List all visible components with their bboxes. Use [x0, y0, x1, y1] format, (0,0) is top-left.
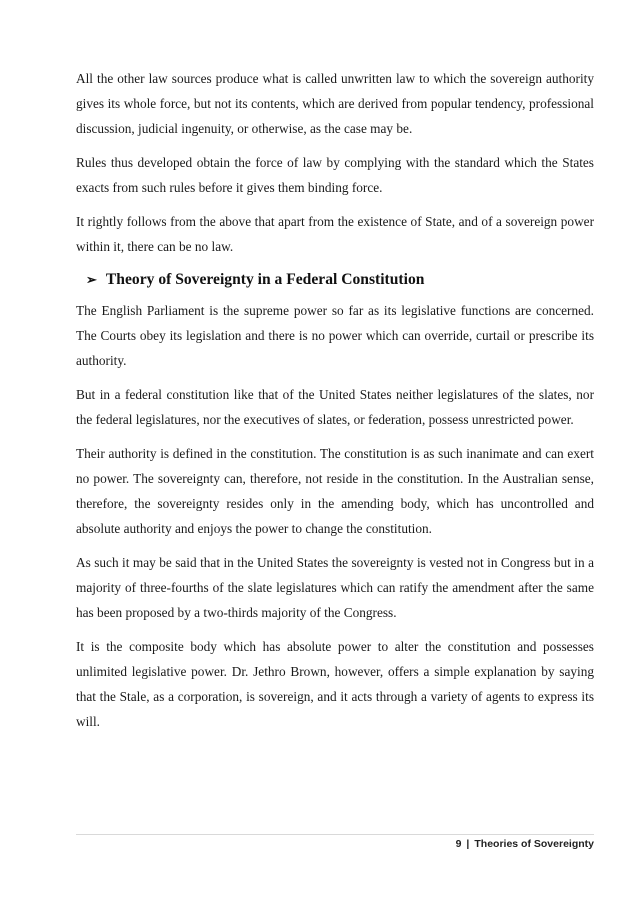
footer-divider — [76, 834, 594, 835]
paragraph: Their authority is defined in the constitution. The constitution is as such inanimate and can exert no power. The sovereignty can, therefore, not reside in the constitution. In the Australian sense, therefore, the sovereignty resides only in the amending body, which has uncontrolled and absolute authority and enjoys the power to change the constitution. — [76, 446, 594, 536]
footer-title: Theories of Sovereignty — [474, 838, 594, 850]
footer-separator: | — [466, 838, 470, 850]
paragraph: But in a federal constitution like that of the United States neither legislatures of the slates, nor the federal legislatures, nor the executives of slates, or federation, possess unrestricted power. — [76, 387, 594, 427]
paragraph: It is the composite body which has absolute power to alter the constitution and possesses unlimited legislative power. Dr. Jethro Brown, however, offers a simple explanation by saying that the Stale, as a corporation, is sovereign, and it acts through a variety of agents to express its will. — [76, 639, 594, 729]
paragraph: Rules thus developed obtain the force of law by complying with the standard which the States exacts from such rules before it gives them binding force. — [76, 155, 594, 195]
section-heading-text: Theory of Sovereignty in a Federal Constitution — [105, 271, 425, 288]
paragraph: All the other law sources produce what is called unwritten law to which the sovereign authority gives its whole force, but not its contents, which are derived from popular tendency, professional discussion, judicial ingenuity, or otherwise, as the case may be. — [76, 71, 594, 136]
paragraph: It rightly follows from the above that apart from the existence of State, and of a sovereign power within it, there can be no law. — [76, 214, 594, 254]
page-body — [76, 66, 594, 743]
paragraph: The English Parliament is the supreme power so far as its legislative functions are concerned. The Courts obey its legislation and there is no power which can override, curtail or prescribe its authority. — [76, 303, 594, 368]
page-number: 9 — [455, 838, 462, 850]
arrow-bullet-icon: ➢ — [86, 272, 97, 287]
paragraph: As such it may be said that in the United States the sovereignty is vested not in Congress but in a majority of three-fourths of the slate legislatures which can ratify the amendment after the same has been proposed by a two-thirds majority of the Congress. — [76, 555, 594, 620]
section-heading — [86, 268, 594, 292]
page-footer — [456, 838, 594, 850]
